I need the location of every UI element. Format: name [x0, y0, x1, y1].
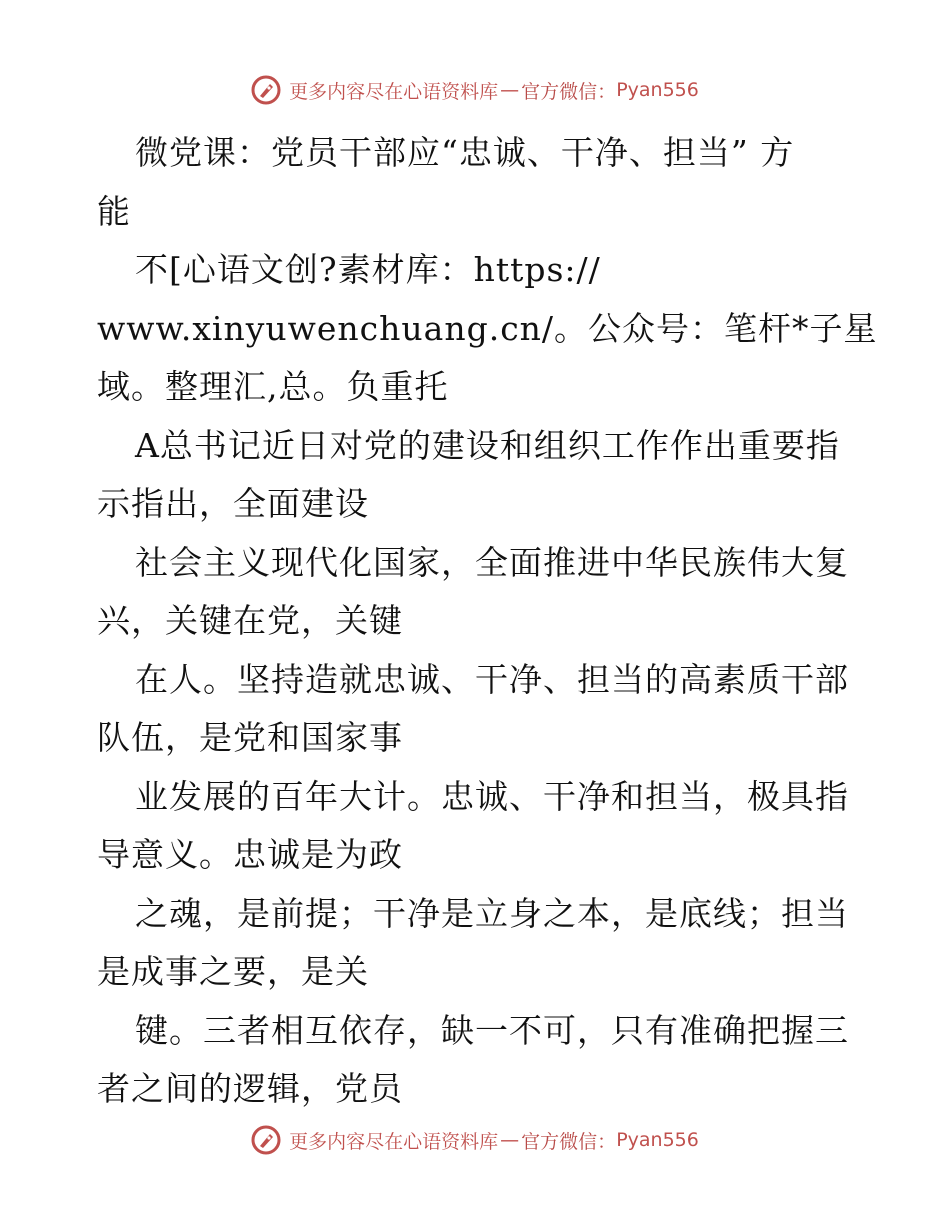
paragraph-line: 导意义。忠诚是为政: [97, 835, 403, 874]
watermark-separator: —: [500, 1129, 520, 1151]
paragraph-line: 示指出，全面建设: [97, 484, 369, 523]
paragraph-line: 兴，关键在党，关键: [97, 601, 403, 640]
document-title-line-2: 能: [97, 191, 131, 231]
paragraph-line: 社会主义现代化国家，全面推进中华民族伟大复: [135, 542, 849, 582]
watermark-text: 更多内容尽在心语资料库: [289, 1130, 499, 1153]
paragraph-line: 队伍，是党和国家事: [97, 718, 403, 757]
paragraph-line: www.xinyuwenchuang.cn/。公众号：笔杆*子星: [97, 308, 878, 348]
paragraph-line: 业发展的百年大计。忠诚、干净和担当，极具指: [135, 776, 849, 816]
paragraph-line: 之魂，是前提；干净是立身之本，是底线；担当: [135, 893, 849, 933]
paragraph-line: 是成事之要，是关: [97, 952, 369, 991]
watermark-label: 官方微信：: [521, 80, 617, 103]
watermark-value: Pyan556: [616, 79, 699, 101]
watermark-footer: [0, 1122, 950, 1158]
document-title-line-1: 微党课：党员干部应“忠诚、干净、担当” 方: [135, 133, 795, 172]
paragraph-line: 者之间的逻辑，党员: [97, 1069, 403, 1108]
document-body: [97, 124, 878, 1119]
pen-nib-icon: [251, 75, 281, 105]
paragraph-line: 不[心语文创?素材库：https://: [135, 250, 601, 289]
watermark-label: 官方微信：: [521, 1130, 617, 1153]
paragraph-line: 在人。坚持造就忠诚、干净、担当的高素质干部: [135, 659, 849, 699]
watermark-separator: —: [500, 79, 520, 101]
pen-nib-icon: [251, 1125, 281, 1155]
paragraph-line: 域。整理汇,总。负重托: [97, 367, 449, 406]
watermark-header: [0, 72, 950, 108]
paragraph-line: 键。三者相互依存，缺一不可，只有准确把握三: [135, 1010, 849, 1050]
paragraph-line: A总书记近日对党的建设和组织工作作出重要指: [135, 425, 840, 465]
watermark-text: 更多内容尽在心语资料库: [289, 80, 499, 103]
watermark-value: Pyan556: [616, 1129, 699, 1151]
